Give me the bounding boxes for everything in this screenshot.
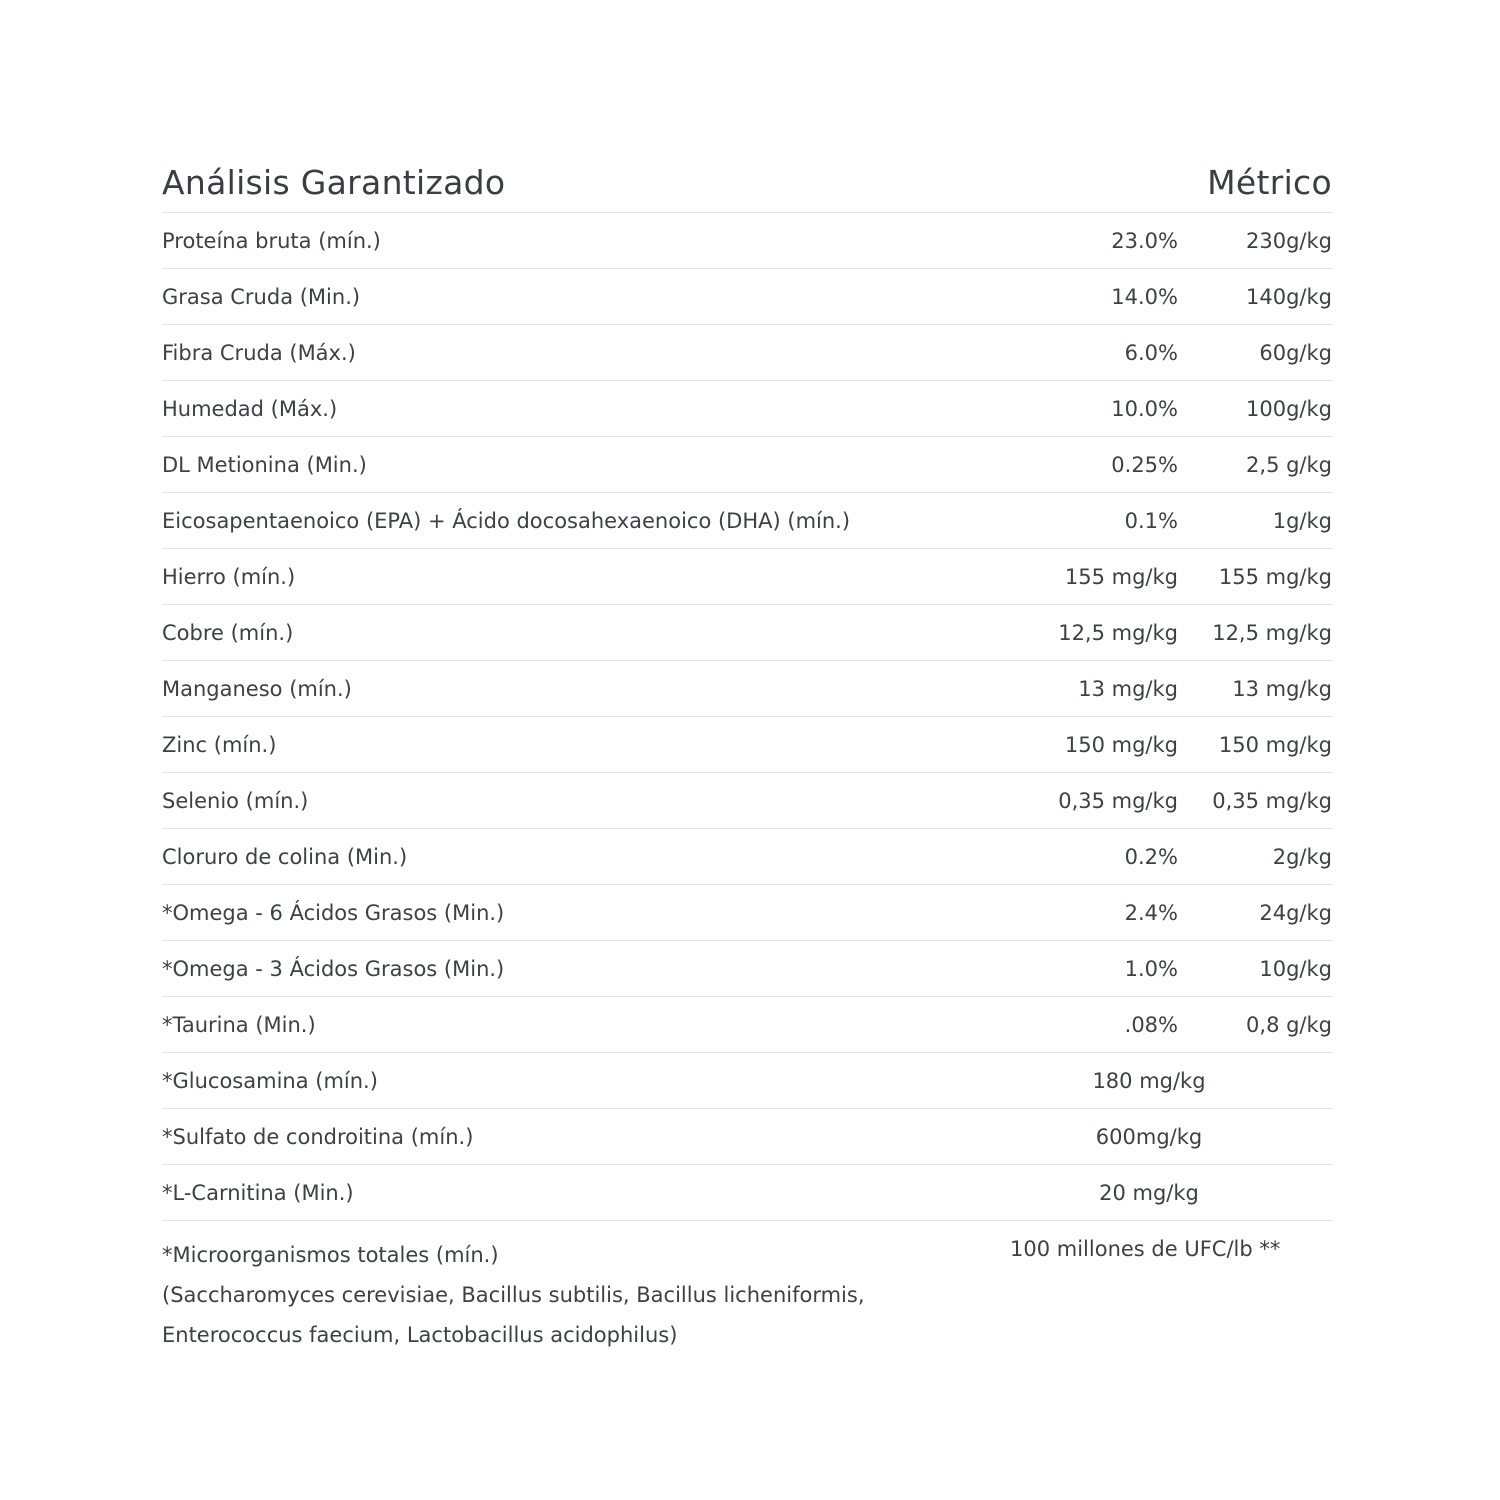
- metric-value: 60g/kg: [1259, 341, 1332, 365]
- metric-value: 0,35 mg/kg: [1212, 789, 1332, 813]
- metric-value: 12,5 mg/kg: [1212, 621, 1332, 645]
- nutrient-label: Zinc (mín.): [162, 733, 277, 757]
- table-row: [162, 1053, 1332, 1109]
- metric-value: 2g/kg: [1272, 845, 1332, 869]
- nutrient-label: *Taurina (Min.): [162, 1013, 316, 1037]
- microorganisms-label: [162, 1235, 865, 1355]
- percent-value: .08%: [1124, 1013, 1178, 1037]
- metric-value: 0,8 g/kg: [1246, 1013, 1332, 1037]
- nutrient-label: Hierro (mín.): [162, 565, 296, 589]
- table-row: [162, 661, 1332, 717]
- nutrient-label: Cobre (mín.): [162, 621, 294, 645]
- table-row: [162, 1165, 1332, 1221]
- metric-value: 1g/kg: [1272, 509, 1332, 533]
- metric-column-header: Métrico: [1207, 163, 1332, 202]
- microorganisms-title: *Microorganismos totales (mín.): [162, 1243, 499, 1267]
- metric-value: 155 mg/kg: [1218, 565, 1332, 589]
- table-row: [162, 997, 1332, 1053]
- percent-value: 13 mg/kg: [1078, 677, 1178, 701]
- table-row: [162, 549, 1332, 605]
- table-row: [162, 269, 1332, 325]
- metric-value: 140g/kg: [1246, 285, 1332, 309]
- nutrient-label: Humedad (Máx.): [162, 397, 338, 421]
- nutrient-label: Fibra Cruda (Máx.): [162, 341, 356, 365]
- percent-value: 10.0%: [1111, 397, 1178, 421]
- table-row: [162, 437, 1332, 493]
- combined-value: 180 mg/kg: [1092, 1069, 1206, 1093]
- combined-value: 600mg/kg: [1095, 1125, 1203, 1149]
- nutrient-label: DL Metionina (Min.): [162, 453, 367, 477]
- nutrient-label: Proteína bruta (mín.): [162, 229, 381, 253]
- percent-value: 150 mg/kg: [1064, 733, 1178, 757]
- percent-value: 1.0%: [1124, 957, 1178, 981]
- metric-value: 2,5 g/kg: [1246, 453, 1332, 477]
- combined-value: 20 mg/kg: [1099, 1181, 1199, 1205]
- percent-value: 14.0%: [1111, 285, 1178, 309]
- nutrient-label: *Omega - 3 Ácidos Grasos (Min.): [162, 957, 505, 981]
- microorganisms-species-line-1: (Saccharomyces cerevisiae, Bacillus subtilis, Bacillus licheniformis,: [162, 1283, 865, 1307]
- table-header: [162, 150, 1332, 213]
- microorganisms-value: 100 millones de UFC/lb **: [1010, 1237, 1281, 1261]
- percent-value: 6.0%: [1124, 341, 1178, 365]
- metric-value: 100g/kg: [1246, 397, 1332, 421]
- percent-value: 0.2%: [1124, 845, 1178, 869]
- table-row: [162, 213, 1332, 269]
- percent-value: 155 mg/kg: [1064, 565, 1178, 589]
- table-row: [162, 493, 1332, 549]
- table-row: [162, 605, 1332, 661]
- table-row: [162, 325, 1332, 381]
- nutrient-label: Manganeso (mín.): [162, 677, 352, 701]
- percent-value: 0.25%: [1111, 453, 1178, 477]
- table-row: [162, 717, 1332, 773]
- percent-value: 2.4%: [1124, 901, 1178, 925]
- nutrient-label: *Omega - 6 Ácidos Grasos (Min.): [162, 901, 505, 925]
- nutrient-label: Grasa Cruda (Min.): [162, 285, 361, 309]
- nutrient-label: Selenio (mín.): [162, 789, 309, 813]
- nutrient-label: Eicosapentaenoico (EPA) + Ácido docosahexaenoico (DHA) (mín.): [162, 509, 851, 533]
- table-title: Análisis Garantizado: [162, 163, 506, 202]
- metric-value: 230g/kg: [1246, 229, 1332, 253]
- table-row: [162, 941, 1332, 997]
- metric-value: 24g/kg: [1259, 901, 1332, 925]
- percent-value: 12,5 mg/kg: [1058, 621, 1178, 645]
- percent-value: 0.1%: [1124, 509, 1178, 533]
- nutrient-label: *L-Carnitina (Min.): [162, 1181, 354, 1205]
- metric-value: 10g/kg: [1259, 957, 1332, 981]
- table-row: [162, 1109, 1332, 1165]
- metric-value: 13 mg/kg: [1232, 677, 1332, 701]
- table-row: [162, 773, 1332, 829]
- guaranteed-analysis-table: [162, 150, 1332, 1351]
- nutrient-label: *Glucosamina (mín.): [162, 1069, 378, 1093]
- nutrient-label: Cloruro de colina (Min.): [162, 845, 408, 869]
- metric-value: 150 mg/kg: [1218, 733, 1332, 757]
- table-row: [162, 381, 1332, 437]
- percent-value: 0,35 mg/kg: [1058, 789, 1178, 813]
- microorganisms-species-line-2: Enterococcus faecium, Lactobacillus acidophilus): [162, 1323, 678, 1347]
- table-row: [162, 885, 1332, 941]
- percent-value: 23.0%: [1111, 229, 1178, 253]
- microorganisms-row: [162, 1221, 1332, 1351]
- table-row: [162, 829, 1332, 885]
- nutrient-label: *Sulfato de condroitina (mín.): [162, 1125, 474, 1149]
